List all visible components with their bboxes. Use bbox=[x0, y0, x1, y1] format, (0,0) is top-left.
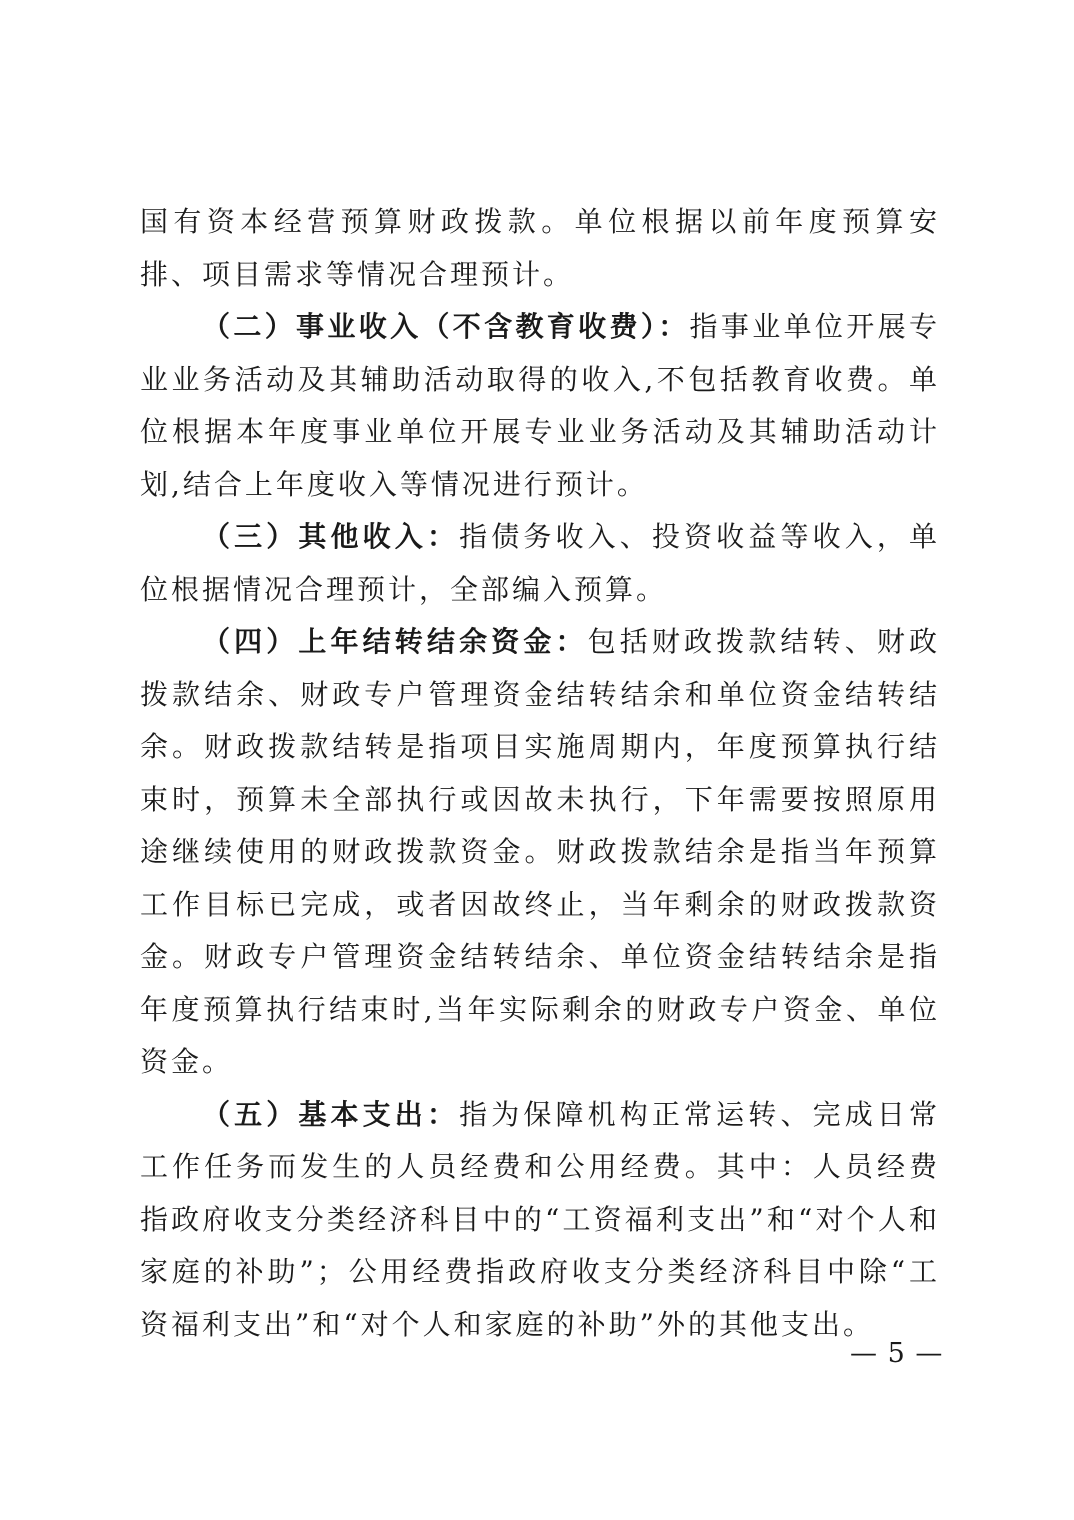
paragraph-text: 指事业单位开展专业业务活动及其辅助活动取得的收入,不包括教育收费。单位根据本年度事业单位开展专业业务活动及其辅助活动计划,结合上年度收入等情况进行预计。 bbox=[140, 310, 940, 501]
paragraph-continued bbox=[140, 196, 940, 301]
paragraph-basic-expenditure bbox=[140, 1089, 940, 1352]
paragraph-other-income bbox=[140, 511, 940, 616]
paragraph-text: 指债务收入、投资收益等收入，单位根据情况合理预计，全部编入预算。 bbox=[140, 520, 940, 606]
paragraph-heading: （四）上年结转结余资金： bbox=[202, 625, 588, 658]
paragraph-heading: （三）其他收入： bbox=[202, 520, 460, 553]
document-body bbox=[140, 196, 940, 1351]
paragraph-business-income bbox=[140, 301, 940, 511]
paragraph-text: 包括财政拨款结转、财政拨款结余、财政专户管理资金结转结余和单位资金结转结余。财政拨款结转是指项目实施周期内，年度预算执行结束时，预算未全部执行或因故未执行，下年需要按照原用途继续使用的财政拨款资金。财政拨款结余是指当年预算工作目标已完成，或者因故终止，当年剩余的财政拨款资金。财政专户管理资金结转结余、单位资金结转结余是指年度预算执行结束时,当年实际剩余的财政专户资金、单位资金。 bbox=[140, 625, 940, 1078]
paragraph-heading: （二）事业收入（不含教育收费）： bbox=[202, 310, 690, 343]
paragraph-text: 指为保障机构正常运转、完成日常工作任务而发生的人员经费和公用经费。其中：人员经费指政府收支分类经济科目中的“工资福利支出”和“对个人和家庭的补助”；公用经费指政府收支分类经济科目中除“工资福利支出”和“对个人和家庭的补助”外的其他支出。 bbox=[140, 1097, 940, 1341]
paragraph-carryover-funds bbox=[140, 616, 940, 1089]
paragraph-text: 国有资本经营预算财政拨款。单位根据以前年度预算安排、项目需求等情况合理预计。 bbox=[140, 205, 940, 291]
page-number: — 5 — bbox=[850, 1338, 944, 1369]
paragraph-heading: （五）基本支出： bbox=[202, 1097, 460, 1131]
